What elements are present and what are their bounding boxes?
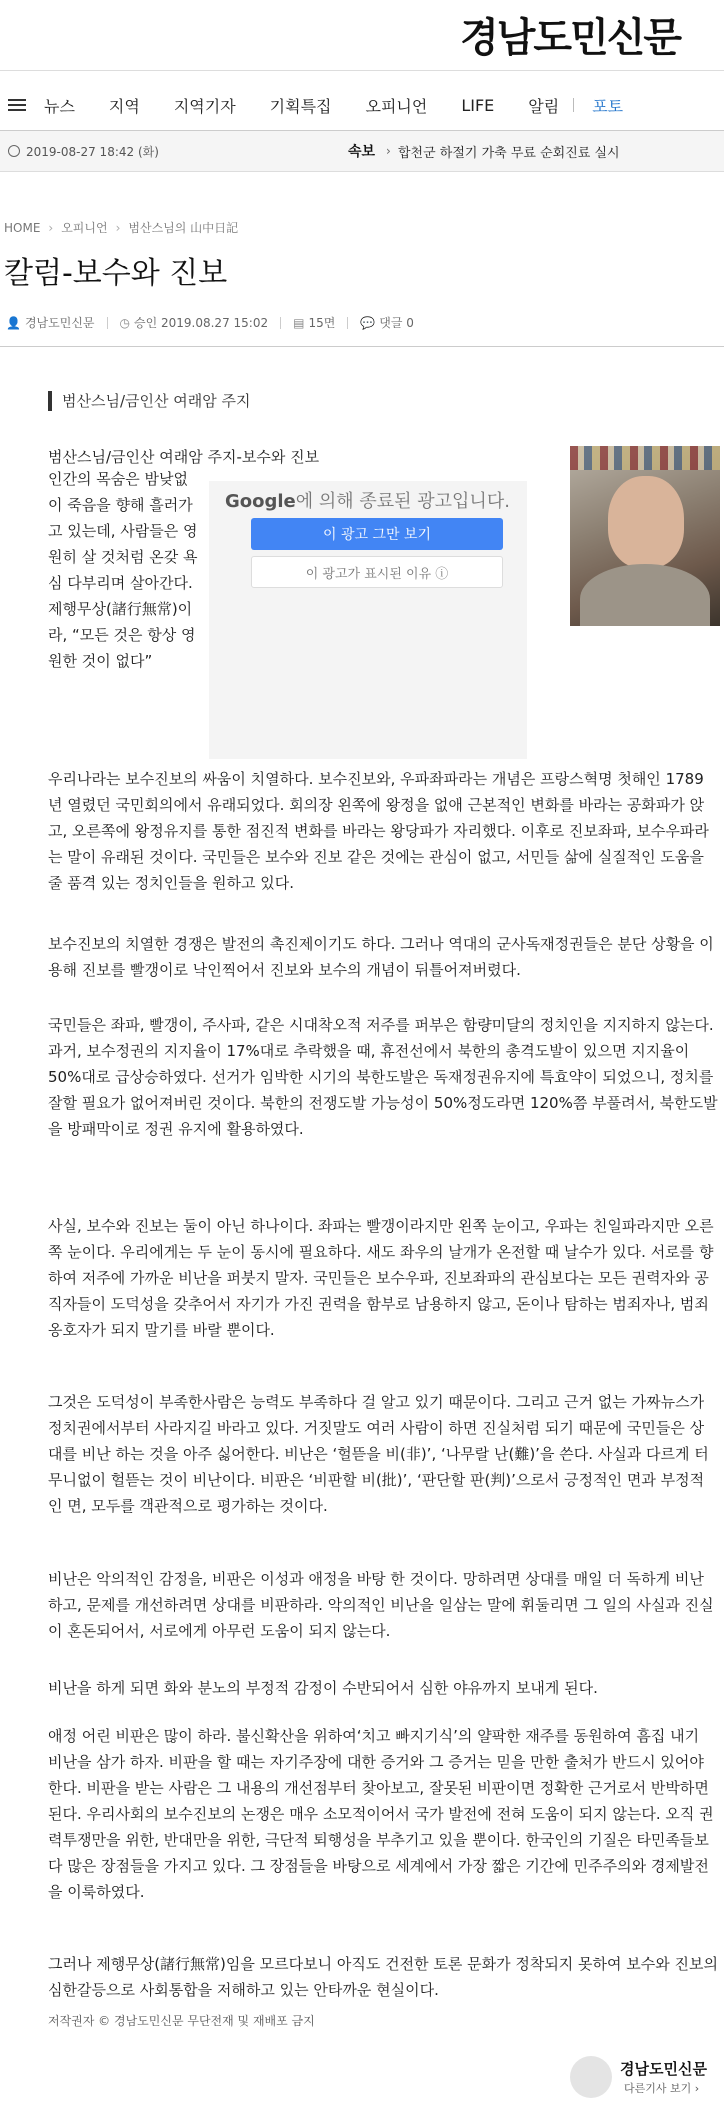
- article-comments[interactable]: 댓글 0: [379, 316, 414, 330]
- nav-item-special[interactable]: 기획특집: [269, 96, 332, 116]
- ad-ended-text: 에 의해 종료된 광고입니다.: [295, 491, 510, 512]
- article-page: 15면: [308, 316, 336, 330]
- breadcrumb-home[interactable]: HOME: [4, 220, 41, 235]
- author-card[interactable]: [570, 2050, 720, 2100]
- clock-icon: [8, 145, 20, 157]
- article-paragraph: 사실, 보수와 진보는 둘이 아닌 하나이다. 좌파는 빨갱이라지만 왼쪽 눈이고, 우파는 친일파라지만 오른쪽 눈이다. 우리에게는 두 눈이 동시에 필요하다. 새도 좌우의 날개가 온전할 때 날수가 있다. 서로를 향하여 저주에 가까운 비난을 퍼붓지 말자. 국민들은 보수우파, 진보좌파의 관심보다는 모든 권력자와 공직자들이 도덕성을 갖추어서 자기가 가진 권력을 함부로 남용하지 않고, 돈이나 탐하는 범죄자나, 범죄옹호자가 되지 말기를 바랄 뿐이다.: [48, 1217, 714, 1339]
- article-paragraph: 인간의 목숨은 밤낮없이 죽음을 향해 흘러가고 있는데, 사람들은 영원히 살 것처럼 온갖 욕심 다부리며 살아간다. 제행무상(諸行無常)이라, “모든 것은 항상 영원한 것이 없다”: [48, 470, 198, 670]
- article-author: 경남도민신문: [24, 316, 95, 330]
- main-nav: [0, 80, 724, 130]
- author-name: 경남도민신문: [620, 2060, 707, 2078]
- breadcrumb: [4, 219, 238, 236]
- author-photo: [570, 446, 720, 626]
- article-paragraph: 국민들은 좌파, 빨갱이, 주사파, 같은 시대착오적 저주를 퍼부은 함량미달의 정치인을 지지하지 않는다. 과거, 보수정권의 지지율이 17%대로 추락했을 때, 휴전선에서 북한의 총격도발이 있으면 지지율이 50%대로 급상승하였다. 선거가 임박한 시기의 북한도발은 독재정권유지에 특효약이 되었으니, 정치를 잘할 필요가 없어져버린 것이다. 북한의 전쟁도발 가능성이 50%정도라면 120%쯤 부풀려서, 북한도발을 방패막이로 정권 유지에 활용하였다.: [48, 1016, 718, 1138]
- copyright-notice: 저작권자 © 경남도민신문 무단전재 및 재배포 금지: [48, 2014, 315, 2028]
- nav-item-notice[interactable]: 알림: [528, 96, 560, 116]
- why-this-ad-button[interactable]: 이 광고가 표시된 이유 ⓘ: [251, 556, 503, 588]
- article-paragraph: 우리나라는 보수진보의 싸움이 치열하다. 보수진보와, 우파좌파라는 개념은 프랑스혁명 첫해인 1789년 열렸던 국민회의에서 유래되었다. 회의장 왼쪽에 왕정을 없애 근본적인 변화를 바라는 공화파가 앉고, 오른쪽에 왕정유지를 통한 점진적 변화를 바라는 왕당파가 자리했다. 이후로 진보좌파, 보수우파라는 말이 유래된 것이다. 국민들은 보수와 진보 같은 것에는 관심이 없고, 서민들 삶에 실질적인 도움을 줄 품격 있는 정치인들을 원하고 있다.: [48, 770, 709, 892]
- article-title: 칼럼-보수와 진보: [4, 256, 228, 291]
- article-paragraph: 보수진보의 치열한 경쟁은 발전의 촉진제이기도 하다. 그러나 역대의 군사독재정권들은 분단 상황을 이용해 진보를 빨갱이로 낙인찍어서 진보와 보수의 개념이 뒤틀어져버렸다.: [48, 935, 714, 979]
- breadcrumb-opinion[interactable]: 오피니언: [61, 221, 108, 235]
- article-paragraph: 그것은 도덕성이 부족한사람은 능력도 부족하다 걸 알고 있기 때문이다. 그리고 근거 없는 가짜뉴스가 정치권에서부터 사라지길 바라고 있다. 거짓말도 여러 사람이 하면 진실처럼 되기 때문에 국민들은 상대를 비난 하는 것을 아주 싫어한다. 비난은 ‘헐뜯을 비(非)’, ‘나무랄 난(難)’을 쓴다. 사실과 다르게 터무니없이 헐뜯는 것이 비난이다. 비판은 ‘비판할 비(批)’, ‘판단할 판(判)’으로서 긍정적인 면과 부정적인 면, 모두를 객관적으로 평가하는 것이다.: [48, 1393, 709, 1515]
- article-intro: 범산스님/금인산 여래암 주지-보수와 진보: [48, 448, 320, 466]
- site-logo[interactable]: 경남도민신문: [460, 15, 680, 61]
- nav-item-region-reporter[interactable]: 지역기자: [173, 96, 236, 116]
- nav-item-opinion[interactable]: 오피니언: [365, 96, 428, 116]
- nav-item-life[interactable]: LIFE: [461, 95, 495, 115]
- divider: [0, 70, 724, 71]
- more-articles-link[interactable]: 다른기사 보기 ›: [624, 2082, 700, 2095]
- google-logo: Google: [225, 491, 296, 512]
- breaking-headline[interactable]: 합천군 하절기 가축 무료 순회진료 실시: [398, 145, 620, 161]
- avatar: [570, 2056, 612, 2098]
- comment-icon: 💬: [360, 315, 376, 330]
- current-datetime: 2019-08-27 18:42 (화): [26, 144, 159, 159]
- nav-item-region[interactable]: 지역: [108, 96, 140, 116]
- chevron-right-icon: ›: [115, 220, 121, 235]
- nav-item-photo[interactable]: 포토: [592, 96, 624, 116]
- article-meta: [6, 314, 414, 331]
- user-icon: 👤: [6, 315, 21, 330]
- page-icon: ▤: [293, 315, 305, 330]
- nav-item-news[interactable]: 뉴스: [44, 96, 75, 116]
- ad-slot: [209, 481, 527, 759]
- article-paragraph: 비난은 악의적인 감정을, 비판은 이성과 애정을 바탕 한 것이다. 망하려면 상대를 매일 더 독하게 비난하고, 문제를 개선하려면 상대를 비판하라. 악의적인 비난을 일삼는 말에 휘둘리면 그 일의 사실과 진실이 혼돈되어서, 서로에게 아무런 도움이 되지 않는다.: [48, 1570, 714, 1640]
- article-paragraph: 그러나 제행무상(諸行無常)임을 모르다보니 아직도 건전한 토론 문화가 정착되지 못하여 보수와 진보의 심한갈등으로 사회통합을 저해하고 있는 안타까운 현실이다.: [48, 1955, 719, 1999]
- article-subhead: 범산스님/금인산 여래암 주지: [48, 391, 250, 411]
- chevron-right-icon: ›: [386, 144, 391, 158]
- nav-separator: [573, 98, 574, 112]
- breadcrumb-column[interactable]: 범산스님의 山中日記: [128, 221, 239, 235]
- hamburger-menu-icon[interactable]: [8, 99, 26, 111]
- stop-ad-button[interactable]: 이 광고 그만 보기: [251, 518, 503, 550]
- ticker-bar: [0, 131, 724, 172]
- article-paragraph: 애정 어린 비판은 많이 하라. 불신확산을 위하여‘치고 빠지기식’의 얄팍한 재주를 동원하여 흠집 내기 비난을 삼가 하자. 비판을 할 때는 자기주장에 대한 증거와 그 증거는 믿을 만한 출처가 반드시 있어야한다. 비판을 받는 사람은 그 내용의 개선점부터 찾아보고, 잘못된 비판이면 정확한 근거로서 반박하면 된다. 우리사회의 보수진보의 논쟁은 매우 소모적이어서 국가 발전에 전혀 도움이 되지 않는다. 오직 권력투쟁만을 위한, 반대만을 위한, 극단적 퇴행성을 부추기고 있을 뿐이다. 한국인의 기질은 타민족들보다 많은 장점들을 가지고 있다. 그 장점들을 바탕으로 세계에서 가장 짧은 기간에 민주주의와 경제발전을 이룩하였다.: [48, 1727, 714, 1901]
- chevron-right-icon: ›: [48, 220, 54, 235]
- breaking-label: 속보: [348, 144, 376, 160]
- article-paragraph: 비난을 하게 되면 화와 분노의 부정적 감정이 수반되어서 심한 야유까지 보내게 된다.: [48, 1679, 598, 1697]
- clock-icon: ◷: [119, 315, 130, 330]
- article-approved-date: 승인 2019.08.27 15:02: [134, 316, 269, 330]
- divider: [0, 346, 724, 347]
